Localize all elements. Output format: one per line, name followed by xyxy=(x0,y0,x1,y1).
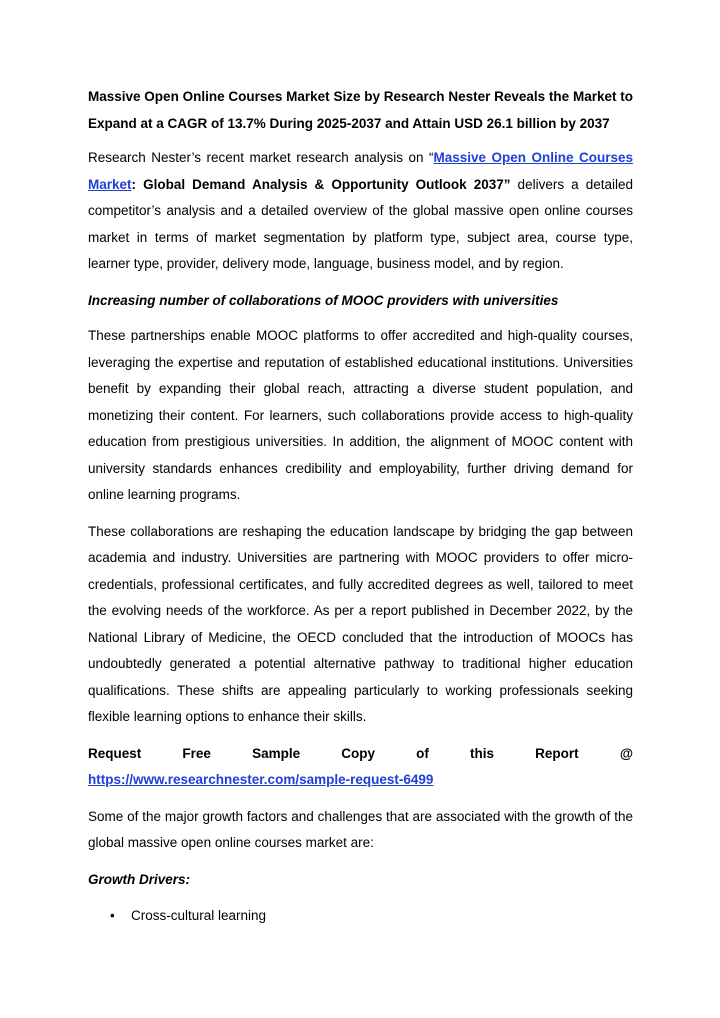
intro-report-subtitle: : Global Demand Analysis & Opportunity Outlook 2037” xyxy=(131,176,511,192)
intro-rest: delivers a detailed competitor’s analysis and a detailed overview of the global massive open online courses market in terms of market segmentation by platform type, subject area, course type, learner type, provider, delivery mode, language, business model, and by region. xyxy=(88,176,633,271)
body-paragraph-growth-factors: Some of the major growth factors and challenges that are associated with the growth of the global massive open online courses market are: xyxy=(88,808,633,850)
intro-paragraph xyxy=(88,145,633,278)
market-report-link[interactable]: Massive Open Online Courses Market xyxy=(88,150,633,192)
intro-lead: Research Nester’s recent market research analysis on “ xyxy=(88,150,434,165)
sample-request-link[interactable]: https://www.researchnester.com/sample-request-6499 xyxy=(88,772,434,787)
body-paragraph-education-landscape: These collaborations are reshaping the education landscape by bridging the gap between academia and industry. Universities are partnering with MOOC providers to offer micro-credentials, professional certificates, and fully accredited degrees as well, tailored to meet the evolving needs of the workforce. As per a report published in December 2022, by the National Library of Medicine, the OECD concluded that the introduction of MOOCs has undoubtedly generated a potential alternative pathway to traditional higher education qualifications. These shifts are appealing particularly to working professionals seeking flexible learning options to enhance their skills. xyxy=(88,523,633,724)
document-body xyxy=(88,84,633,930)
bullet-icon: • xyxy=(110,908,115,923)
sample-request-line xyxy=(88,741,633,794)
body-paragraph-collaborations: These partnerships enable MOOC platforms to offer accredited and high-quality courses, leveraging the expertise and reputation of established educational institutions. Universities benefit by expanding their global reach, attracting a diverse student population, and monetizing their content. For learners, such collaborations provide access to high-quality education from prestigious universities. In addition, the alignment of MOOC content with university standards enhances credibility and employability, further driving demand for online learning programs. xyxy=(88,328,633,502)
sample-request-label: Request Free Sample Copy of this Report @ xyxy=(88,745,633,761)
document-title: Massive Open Online Courses Market Size by Research Nester Reveals the Market to Expand at a CAGR of 13.7% During 2025-2037 and Attain USD 26.1 billion by 2037 xyxy=(88,89,633,131)
growth-drivers-heading: Growth Drivers: xyxy=(88,871,191,887)
list-item xyxy=(88,903,633,930)
growth-drivers-list xyxy=(88,903,633,930)
section-subheading: Increasing number of collaborations of MOOC providers with universities xyxy=(88,292,559,308)
list-item-text: Cross-cultural learning xyxy=(131,908,267,923)
